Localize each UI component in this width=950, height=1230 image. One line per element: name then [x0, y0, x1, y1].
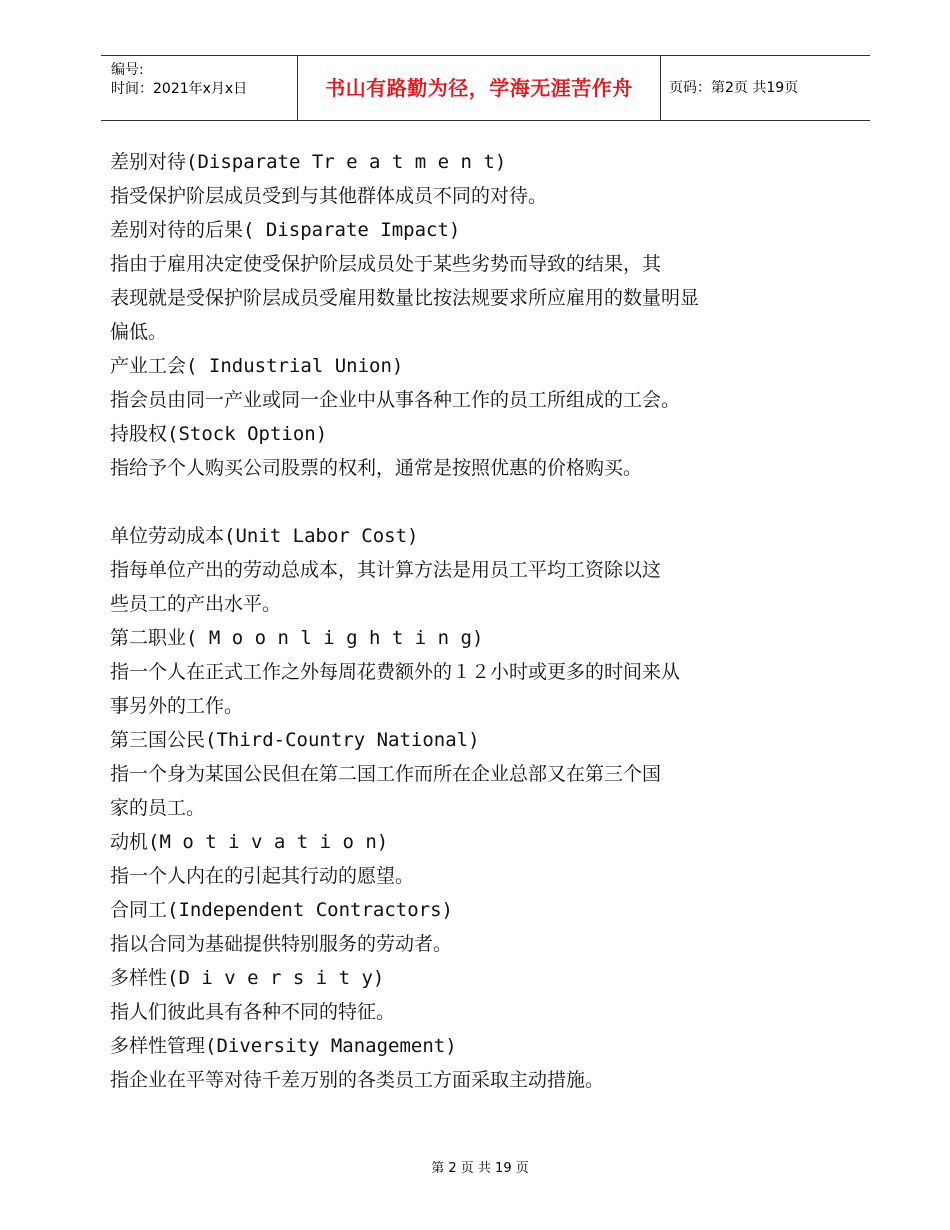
text-line: 表现就是受保护阶层成员受雇用数量比按法规要求所应雇用的数量明显 — [110, 287, 700, 309]
text-line: 指给予个人购买公司股票的权利，通常是按照优惠的价格购买。 — [110, 457, 643, 479]
text-line: 单位劳动成本(Unit Labor Cost) — [110, 525, 419, 547]
text-line: 差别对待的后果( Disparate Impact) — [110, 219, 461, 241]
text-line: 指一个身为某国公民但在第二国工作而所在企业总部又在第三个国 — [110, 763, 662, 785]
document-time-label: 时间：2021年x月x日 — [111, 81, 248, 97]
document-body — [110, 145, 810, 1097]
text-line: 持股权(Stock Option) — [110, 423, 328, 445]
text-line: 指受保护阶层成员受到与其他群体成员不同的对待。 — [110, 185, 548, 207]
text-line: 指人们彼此具有各种不同的特征。 — [110, 1001, 396, 1023]
text-line: 指会员由同一产业或同一企业中从事各种工作的员工所组成的工会。 — [110, 389, 681, 411]
header-divider-right — [660, 56, 661, 120]
text-line: 第二职业( M o o n l i g h t i n g) — [110, 627, 484, 649]
text-line: 多样性(D i v e r s i t y) — [110, 967, 385, 989]
text-line: 第三国公民(Third-Country National) — [110, 729, 480, 751]
text-line: 合同工(Independent Contractors) — [110, 899, 453, 921]
text-line: 家的员工。 — [110, 797, 206, 819]
text-line: 些员工的产出水平。 — [110, 593, 282, 615]
text-line: 指每单位产出的劳动总成本，其计算方法是用员工平均工资除以这 — [110, 559, 662, 581]
text-line: 事另外的工作。 — [110, 695, 244, 717]
page-header — [101, 55, 870, 121]
text-line: 指企业在平等对待千差万别的各类员工方面采取主动措施。 — [110, 1069, 605, 1091]
text-line: 指以合同为基础提供特别服务的劳动者。 — [110, 933, 453, 955]
header-meta — [111, 61, 247, 99]
document-number-label: 编号: — [111, 62, 144, 78]
blank-line — [110, 485, 810, 519]
text-line: 差别对待(Disparate Tr e a t m e n t) — [110, 151, 507, 173]
text-line: 多样性管理(Diversity Management) — [110, 1035, 457, 1057]
text-line: 指一个人在正式工作之外每周花费额外的１２小时或更多的时间来从 — [110, 661, 681, 683]
text-line: 产业工会( Industrial Union) — [110, 355, 404, 377]
text-line: 指由于雇用决定使受保护阶层成员处于某些劣势而导致的结果，其 — [110, 253, 662, 275]
text-line: 偏低。 — [110, 321, 168, 343]
header-page-info: 页码：第2页 共19页 — [669, 80, 799, 96]
header-motto: 书山有路勤为径，学海无涯苦作舟 — [325, 76, 633, 100]
text-line: 指一个人内在的引起其行动的愿望。 — [110, 865, 415, 887]
text-line: 动机(M o t i v a t i o n) — [110, 831, 389, 853]
page-footer: 第 2 页 共 19 页 — [431, 1161, 529, 1176]
